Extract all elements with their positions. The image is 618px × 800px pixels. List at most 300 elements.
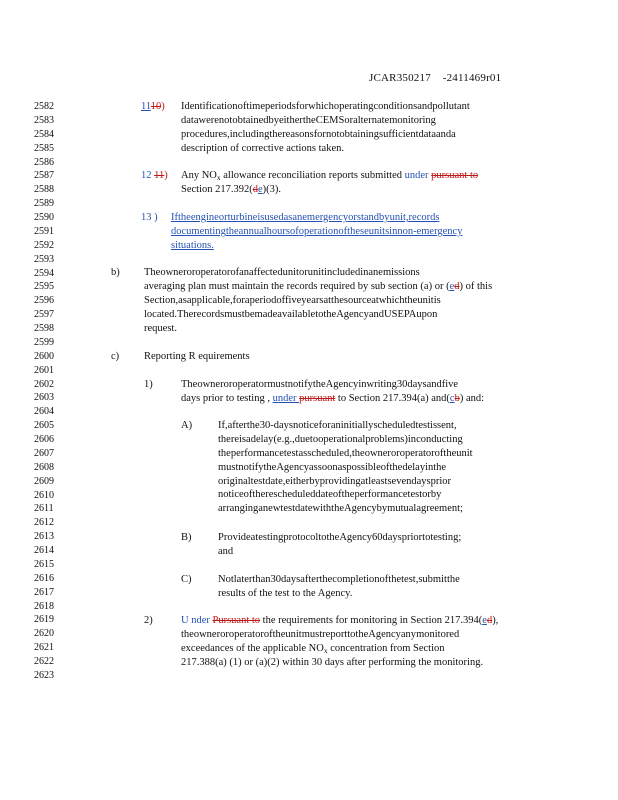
word: Agency xyxy=(325,379,359,390)
word: and xyxy=(436,128,452,140)
line-number: 2587 xyxy=(34,170,54,182)
word: completion xyxy=(332,574,380,585)
word: or xyxy=(186,267,196,278)
item-A-label: A) xyxy=(181,420,193,431)
word: the xyxy=(341,489,355,501)
word: operator xyxy=(195,267,231,278)
word: engine xyxy=(190,212,219,223)
word: or xyxy=(348,212,357,223)
line-number-column xyxy=(34,100,74,683)
word: sent, xyxy=(437,420,457,431)
word: must xyxy=(224,308,245,320)
item-12-line-1 xyxy=(181,169,532,183)
word: , xyxy=(227,128,230,140)
item-13-line: situations. xyxy=(171,239,214,251)
word: obtained xyxy=(232,114,269,126)
word: for xyxy=(313,128,326,140)
word: of xyxy=(237,101,247,112)
item-12-close: ) xyxy=(164,170,168,181)
line-number: 2609 xyxy=(34,475,54,487)
word: standby xyxy=(356,212,390,223)
word: made xyxy=(254,308,278,320)
word: must xyxy=(301,628,323,640)
deleted-text: d xyxy=(454,280,460,292)
word: unit xyxy=(307,267,325,278)
word: for xyxy=(318,420,331,431)
word: cting xyxy=(441,433,463,445)
line-number: 2618 xyxy=(34,600,54,612)
section-b-label: b) xyxy=(111,267,120,278)
word: owner xyxy=(197,379,224,390)
word: the xyxy=(355,628,369,640)
word: in xyxy=(358,379,367,390)
word: notify xyxy=(238,461,264,473)
word: five xyxy=(441,379,459,390)
word: possible xyxy=(346,461,381,473)
word: is xyxy=(239,433,247,445)
word: records xyxy=(193,308,225,320)
item-11-old-number: 10 xyxy=(150,101,162,112)
deleted-text: Pursuant to xyxy=(212,615,261,626)
word: which xyxy=(378,294,405,306)
line-number: 2615 xyxy=(34,558,54,570)
word: days xyxy=(382,532,402,543)
word: the xyxy=(446,574,460,585)
text-run: allowance reconciliation reports submitted xyxy=(220,170,405,181)
word: an xyxy=(239,267,249,278)
item-c2-line-1 xyxy=(181,614,537,628)
item-13-line xyxy=(171,211,532,225)
word: days xyxy=(273,420,293,431)
item-A-line xyxy=(218,419,520,433)
word: the xyxy=(323,308,337,320)
text-run: ) of this xyxy=(459,280,493,292)
word: must xyxy=(267,379,288,390)
word: date, xyxy=(265,475,286,487)
subscript: x xyxy=(216,173,221,182)
item-11-new-number: 11 xyxy=(141,101,151,112)
word: scheduled xyxy=(373,420,416,431)
word: the xyxy=(225,225,239,237)
word: operator xyxy=(228,628,264,640)
line-number: 2583 xyxy=(34,114,54,126)
text-run: Section 217.392( xyxy=(181,183,253,195)
line-number: 2607 xyxy=(34,447,54,459)
word: scheduled, xyxy=(307,447,352,459)
word: of xyxy=(380,461,390,473)
item-c1-line-1 xyxy=(181,378,532,392)
word: with xyxy=(312,503,332,515)
word: 30 xyxy=(396,379,408,390)
line-number: 2590 xyxy=(34,212,54,223)
deleted-text: pursuant xyxy=(299,392,336,404)
inserted-text: e xyxy=(449,280,455,292)
item-11-close: ) xyxy=(161,101,165,112)
line-number: 2611 xyxy=(34,503,54,515)
word: of xyxy=(338,225,348,237)
word: prior xyxy=(430,475,452,487)
word: of xyxy=(290,225,299,237)
item-12-line-2 xyxy=(181,183,532,197)
word: later xyxy=(233,574,253,585)
item-A-line xyxy=(218,475,513,489)
word: operating xyxy=(333,101,374,112)
word: to xyxy=(315,308,324,320)
word: USEPA xyxy=(384,308,417,320)
word: is xyxy=(430,420,438,431)
word: notice xyxy=(292,420,319,431)
word: to xyxy=(318,532,327,543)
word: years xyxy=(301,294,324,306)
word: is xyxy=(433,294,441,306)
word: Identification xyxy=(181,101,238,112)
word: available xyxy=(277,308,316,320)
item-C-line: results of the test to the Agency. xyxy=(218,587,353,599)
item-c2-line-2 xyxy=(181,628,526,642)
item-12-label xyxy=(141,169,168,183)
word: operational xyxy=(318,433,366,445)
word: procedures xyxy=(181,128,228,140)
word: Section, xyxy=(144,294,179,306)
word: test, xyxy=(401,574,419,585)
word: to xyxy=(422,532,431,543)
word: or xyxy=(223,379,233,390)
word: the xyxy=(178,212,191,223)
word: time xyxy=(246,101,265,112)
word: the xyxy=(351,447,365,459)
word: data xyxy=(181,114,199,126)
word: were xyxy=(198,114,219,126)
deleted-text: d xyxy=(252,183,258,195)
item-12-old-number: 11 xyxy=(154,170,165,181)
line-number: 2597 xyxy=(34,309,54,321)
word: either xyxy=(278,114,303,126)
line-number: 2622 xyxy=(34,656,54,667)
item-12-text xyxy=(181,169,532,197)
word: operator xyxy=(399,447,435,459)
inserted-text: U nder xyxy=(181,615,213,626)
section-b-line xyxy=(144,266,492,280)
word: writing xyxy=(366,379,397,390)
word: by xyxy=(268,114,279,126)
word: of xyxy=(276,294,285,306)
word: alternate xyxy=(353,114,390,126)
word: days xyxy=(407,379,427,390)
word: mutual xyxy=(387,503,417,515)
word: records xyxy=(408,212,440,223)
word: unit xyxy=(285,628,302,640)
item-A-line xyxy=(218,502,515,516)
word: least xyxy=(368,475,388,487)
word: for xyxy=(232,294,245,306)
word: emergency xyxy=(302,212,349,223)
word: a xyxy=(244,294,250,306)
word: of xyxy=(332,489,342,501)
word: at xyxy=(323,294,332,306)
word: to xyxy=(309,433,319,445)
text-run: averaging plan must maintain the records required by sub section (a) or ( xyxy=(144,280,450,292)
word: turbine xyxy=(227,212,258,223)
item-C-line xyxy=(218,573,526,587)
word: If, xyxy=(218,420,228,431)
word: or xyxy=(390,447,400,459)
word: either xyxy=(285,475,310,487)
word: an xyxy=(292,212,303,223)
word: there xyxy=(218,433,239,445)
text-run: Any NO xyxy=(181,170,217,181)
word: The xyxy=(176,308,194,320)
word: delay xyxy=(402,461,426,473)
word: new xyxy=(262,503,281,515)
text-run: the requirements for monitoring in Section 217.394( xyxy=(260,615,483,626)
word: these xyxy=(347,225,369,237)
word: (e.g., xyxy=(273,433,295,445)
word: to xyxy=(347,628,356,640)
word: units xyxy=(368,225,390,237)
word: at xyxy=(360,475,369,487)
word: Agency xyxy=(344,503,377,515)
line-number: 2621 xyxy=(34,642,54,654)
word: date xyxy=(315,489,333,501)
word: the xyxy=(312,379,326,390)
word: the xyxy=(388,574,402,585)
line-number: 2593 xyxy=(34,253,54,265)
word: testing; xyxy=(430,532,462,543)
word: report xyxy=(322,628,348,640)
word: arranging xyxy=(218,503,259,515)
word: notify xyxy=(287,379,313,390)
section-b-line xyxy=(144,294,536,308)
word: owner xyxy=(364,447,391,459)
word: the xyxy=(218,447,231,459)
word: 30 xyxy=(270,574,281,585)
word: by xyxy=(430,489,442,501)
word: hours xyxy=(266,225,290,237)
item-C-text xyxy=(218,573,528,601)
word: providing xyxy=(319,475,361,487)
word: Agency xyxy=(339,532,372,543)
word: must xyxy=(218,461,239,473)
text-run: to Section 217.394(a) and( xyxy=(335,392,450,404)
line-number: 2613 xyxy=(34,531,54,543)
line-number: 2605 xyxy=(34,420,54,432)
word: and xyxy=(368,308,385,320)
item-B-text xyxy=(218,531,528,559)
word: affected xyxy=(248,267,283,278)
line-number: 2604 xyxy=(34,406,54,418)
item-A-text xyxy=(218,419,541,516)
inserted-text: under xyxy=(404,170,432,181)
word: unit, xyxy=(389,212,409,223)
word: rescheduled xyxy=(265,489,316,501)
word: period xyxy=(249,294,277,306)
word: in xyxy=(425,461,434,473)
word: unit xyxy=(282,267,299,278)
line-number: 2594 xyxy=(34,267,54,279)
word: a xyxy=(246,433,251,445)
line-number: 2595 xyxy=(34,281,54,293)
subscript: x xyxy=(323,645,328,655)
item-A-line xyxy=(218,461,515,475)
word: as xyxy=(178,294,187,306)
word: periods xyxy=(264,101,296,112)
word: used xyxy=(264,212,284,223)
word: reasons xyxy=(282,128,314,140)
text-run: )(3). xyxy=(262,183,282,195)
section-c-title: Reporting R equirements xyxy=(144,351,250,362)
word: the xyxy=(433,461,447,473)
line-number: 2598 xyxy=(34,323,54,334)
inserted-text: e xyxy=(258,183,263,195)
text-run: ), xyxy=(492,615,499,626)
word: as xyxy=(298,447,308,459)
line-number: 2617 xyxy=(34,586,54,598)
word: and xyxy=(417,101,433,112)
text-run: concentration from Section xyxy=(327,642,445,654)
word: monitoring xyxy=(389,114,436,126)
word: agreement; xyxy=(416,503,463,515)
word: pollutant xyxy=(432,101,470,112)
word: in xyxy=(389,225,398,237)
word: - xyxy=(270,420,274,431)
line-number: 2601 xyxy=(34,364,54,376)
word: Agency xyxy=(368,628,401,640)
word: by xyxy=(309,475,320,487)
word: and xyxy=(426,379,442,390)
word: test xyxy=(415,420,431,431)
word: operator xyxy=(232,379,268,390)
word: unit xyxy=(417,294,434,306)
word: ding xyxy=(250,128,270,140)
word: Agency xyxy=(276,461,309,473)
word: the xyxy=(331,503,344,515)
word: original xyxy=(218,475,251,487)
word: or xyxy=(422,489,431,501)
word: due xyxy=(294,433,310,445)
line-number: 2588 xyxy=(34,184,54,196)
line-number: 2608 xyxy=(34,461,54,473)
word: an xyxy=(330,420,341,431)
word: the xyxy=(246,420,260,431)
word: Provide xyxy=(218,532,251,543)
section-b-line xyxy=(144,308,516,322)
item-c1-line-2 xyxy=(181,392,532,406)
word: performance xyxy=(230,447,284,459)
word: which xyxy=(308,101,334,112)
word: an xyxy=(368,267,379,278)
word: source xyxy=(343,294,372,306)
word: after xyxy=(300,574,320,585)
word: a xyxy=(451,128,456,140)
word: the xyxy=(404,294,418,306)
word: soon xyxy=(317,461,338,473)
word: Not xyxy=(218,574,234,585)
word: owner xyxy=(160,267,187,278)
word: the xyxy=(302,114,316,126)
word: not xyxy=(218,114,233,126)
word: for xyxy=(295,101,309,112)
item-13-text xyxy=(171,211,532,253)
line-number: 2599 xyxy=(34,336,54,348)
word: the xyxy=(272,628,286,640)
line-number: 2619 xyxy=(34,614,54,626)
word: protocol xyxy=(283,532,319,543)
word: The xyxy=(144,267,161,278)
word: conditions xyxy=(373,101,418,112)
line-number: 2602 xyxy=(34,378,54,390)
line-number: 2600 xyxy=(34,350,54,362)
header-code: JCAR350217 xyxy=(369,72,431,84)
line-number: 2586 xyxy=(34,156,54,168)
line-number: 2610 xyxy=(34,489,54,501)
word: of xyxy=(379,574,389,585)
word: the xyxy=(263,461,277,473)
text-run: days prior to testing , xyxy=(181,392,273,404)
word: the xyxy=(331,294,344,306)
line-number: 2614 xyxy=(34,545,54,556)
word: CEMS xyxy=(315,114,345,126)
item-11-line xyxy=(181,114,532,128)
word: seven xyxy=(387,475,412,487)
line-number: 2616 xyxy=(34,572,54,584)
section-b-line-2 xyxy=(144,280,536,294)
word: date xyxy=(295,503,313,515)
word: Agency xyxy=(336,308,369,320)
word: in xyxy=(360,267,369,278)
word: located. xyxy=(144,308,177,320)
line-number: 2606 xyxy=(34,434,54,445)
word: five xyxy=(284,294,302,306)
word: testing xyxy=(255,532,284,543)
item-A-line xyxy=(218,447,541,461)
section-b-text xyxy=(144,266,536,335)
word: prior xyxy=(401,532,423,543)
word: a xyxy=(250,532,256,543)
item-c2-text xyxy=(181,614,537,670)
line-number: 2620 xyxy=(34,628,54,640)
item-B-line: and xyxy=(218,545,234,557)
item-C-label: C) xyxy=(181,574,192,585)
word: of xyxy=(230,267,240,278)
word: the xyxy=(319,574,333,585)
word: applicable, xyxy=(186,294,233,306)
word: the xyxy=(252,489,266,501)
word: delay xyxy=(250,433,274,445)
line-number: 2582 xyxy=(34,101,54,112)
item-A-line xyxy=(218,488,503,502)
word: initially xyxy=(340,420,374,431)
inserted-text: e xyxy=(482,615,487,626)
word: days xyxy=(411,475,431,487)
word: test xyxy=(283,447,299,459)
word: is xyxy=(257,212,265,223)
item-13-line xyxy=(171,225,532,239)
item-c2-line-3 xyxy=(181,642,537,656)
word: the xyxy=(389,461,403,473)
word: in xyxy=(407,433,417,445)
section-b-line: request. xyxy=(144,322,177,334)
word: operation xyxy=(298,225,339,237)
word: after xyxy=(227,420,247,431)
inserted-text: c xyxy=(449,392,455,404)
word: unit xyxy=(456,447,473,459)
word: not xyxy=(325,128,340,140)
word: any xyxy=(400,628,417,640)
line-number: 2589 xyxy=(34,198,54,210)
item-11-line xyxy=(181,100,532,114)
word: notice xyxy=(218,489,244,501)
word: or xyxy=(218,212,228,223)
